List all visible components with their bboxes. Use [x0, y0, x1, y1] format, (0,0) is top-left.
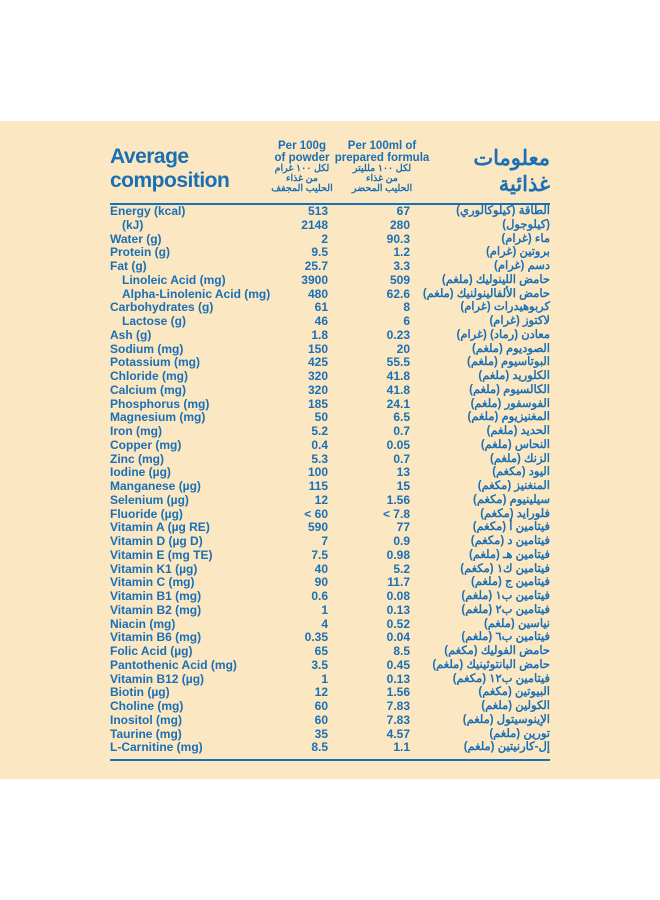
- value-per-100g: 25.7: [304, 259, 328, 273]
- nutrient-name-ar: بروتين (غرام): [485, 246, 550, 259]
- table-row: [110, 645, 550, 659]
- value-per-100ml: 6: [403, 314, 410, 328]
- nutrient-name-ar: البوتاسيوم (ملغم): [466, 356, 550, 369]
- nutrient-name-ar: فيتامين ب٦ (ملغم): [461, 631, 550, 644]
- value-per-100g: 4: [321, 616, 328, 631]
- value-per-100ml: 6.5: [393, 410, 410, 425]
- value-per-100g: 150: [307, 341, 328, 356]
- col1-ar-line3: الحليب المجفف: [271, 183, 333, 194]
- value-per-100ml: 1.2: [393, 245, 410, 260]
- title-en-line2: composition: [110, 169, 230, 192]
- value-per-100g: 1: [321, 602, 328, 617]
- value-per-100g: 100: [307, 465, 328, 480]
- nutrient-name-ar: الزنك (ملغم): [490, 452, 550, 465]
- nutrient-name-en: Zinc (mg): [110, 451, 164, 466]
- value-per-100ml: 280: [389, 217, 410, 232]
- nutrient-name-ar: اليود (مكغم): [492, 466, 550, 479]
- nutrient-name-en: Protein (g): [110, 245, 170, 260]
- nutrient-name-ar: لاكتوز (غرام): [489, 315, 550, 327]
- value-per-100ml: 11.7: [387, 575, 410, 590]
- value-per-100ml: 13: [396, 465, 410, 480]
- table-row: [110, 549, 550, 563]
- table-row: [110, 494, 550, 508]
- value-per-100g: 5.3: [311, 451, 328, 466]
- table-row: [110, 563, 550, 577]
- title-en-line1: Average: [110, 145, 189, 168]
- nutrient-name-ar: فيتامين هـ (ملغم): [469, 548, 550, 561]
- nutrient-name-en: Fat (g): [110, 259, 147, 273]
- table-row: [110, 604, 550, 618]
- nutrient-name-en: Iodine (µg): [110, 465, 171, 480]
- value-per-100g: 65: [314, 644, 328, 658]
- table-row: [110, 233, 550, 247]
- nutrient-name-ar: فيتامين ك١ (مكغم): [460, 562, 550, 575]
- value-per-100g: 35: [314, 726, 328, 741]
- nutrient-name-en: Alpha-Linolenic Acid (mg): [122, 286, 271, 301]
- value-per-100ml: 8.5: [393, 644, 410, 658]
- value-per-100g: 2148: [301, 217, 328, 232]
- nutrient-name-en: Biotin (µg): [110, 685, 170, 700]
- nutrient-name-ar: الكالسيوم (ملغم): [469, 383, 550, 396]
- col2-ar-line2: من غذاء: [365, 173, 399, 184]
- nutrient-name-en: Taurine (mg): [110, 726, 182, 741]
- nutrient-name-ar: حامض اللينوليك (ملغم): [441, 273, 550, 286]
- value-per-100ml: 0.7: [393, 451, 410, 466]
- table-row: [110, 714, 550, 728]
- nutrient-name-en: Vitamin C (mg): [110, 575, 195, 590]
- column-header-per-100ml: [332, 140, 432, 194]
- nutrient-name-ar: فيتامين د (مكغم): [470, 535, 550, 547]
- value-per-100ml: 41.8: [386, 369, 410, 383]
- value-per-100ml: 41.8: [386, 382, 410, 397]
- value-per-100ml: 1.56: [386, 492, 410, 507]
- nutrient-name-en: Potassium (mg): [110, 355, 201, 370]
- nutrient-name-en: Vitamin E (mg TE): [110, 547, 213, 562]
- nutrient-name-en: Vitamin D (µg D): [110, 534, 203, 548]
- col2-ar-line3: الحليب المحضر: [351, 183, 413, 194]
- value-per-100g: 0.6: [311, 589, 328, 603]
- value-per-100ml: 0.7: [393, 424, 410, 438]
- value-per-100g: 12: [314, 492, 328, 507]
- value-per-100ml: 77: [396, 520, 410, 535]
- value-per-100g: 5.2: [311, 424, 328, 438]
- table-row: [110, 260, 550, 274]
- table-row: [110, 728, 550, 742]
- table-row: [110, 439, 550, 453]
- nutrient-name-ar: سيلينيوم (مكغم): [473, 493, 550, 506]
- value-per-100g: 480: [307, 286, 328, 301]
- nutrient-name-en: Manganese (µg): [110, 479, 201, 493]
- table-row: [110, 673, 550, 687]
- nutrient-name-ar: المغنيزيوم (ملغم): [467, 411, 550, 424]
- table-row: [110, 425, 550, 439]
- nutrient-name-en: Sodium (mg): [110, 341, 184, 356]
- nutrient-name-en: Inositol (mg): [110, 712, 182, 727]
- nutrient-name-en: Phosphorus (mg): [110, 396, 210, 411]
- nutrient-name-ar: البيوتين (مكغم): [478, 686, 550, 699]
- nutrient-name-en: Energy (kcal): [110, 204, 186, 218]
- value-per-100ml: 1.1: [393, 740, 410, 755]
- nutrient-name-en: Ash (g): [110, 327, 152, 342]
- nutrient-name-ar: نياسين (ملغم): [483, 617, 550, 630]
- value-per-100ml: 67: [396, 204, 410, 218]
- nutrient-name-ar: الإينوسيتول (ملغم): [462, 713, 550, 726]
- table-row: [110, 205, 550, 219]
- table-row: [110, 480, 550, 494]
- nutrient-name-ar: ماء (غرام): [501, 232, 550, 245]
- nutrient-name-ar: فيتامين ب٢ (ملغم): [461, 603, 550, 616]
- value-per-100g: 60: [314, 699, 328, 713]
- nutrient-name-en: L-Carnitine (mg): [110, 740, 203, 755]
- nutrient-name-ar: فيتامين ب١ (ملغم): [461, 590, 550, 602]
- value-per-100g: 40: [314, 561, 328, 576]
- value-per-100ml: 15: [396, 479, 410, 493]
- nutrient-name-en: Pantothenic Acid (mg): [110, 657, 237, 672]
- nutrient-name-en: Water (g): [110, 231, 162, 246]
- value-per-100ml: 509: [389, 272, 410, 287]
- value-per-100ml: 8: [403, 300, 410, 315]
- value-per-100g: 3900: [301, 272, 328, 287]
- table-row: [110, 343, 550, 357]
- value-per-100g: 185: [307, 396, 328, 411]
- nutrient-name-en: Vitamin B1 (mg): [110, 589, 202, 603]
- nutrient-name-en: Fluoride (µg): [110, 506, 183, 521]
- nutrient-name-en: Iron (mg): [110, 424, 162, 438]
- value-per-100g: 8.5: [311, 740, 328, 755]
- value-per-100g: 590: [307, 520, 328, 535]
- value-per-100ml: 0.04: [386, 630, 410, 645]
- nutrient-name-ar: الكلوريد (ملغم): [478, 370, 550, 382]
- value-per-100g: 513: [307, 204, 328, 218]
- value-per-100ml: 7.83: [386, 699, 410, 713]
- table-header: [110, 140, 550, 208]
- table-row: [110, 535, 550, 549]
- value-per-100ml: 0.13: [386, 602, 410, 617]
- nutrient-name-ar: فيتامين ب١٢ (مكغم): [452, 672, 550, 685]
- value-per-100ml: 0.9: [393, 534, 410, 548]
- footer-divider: [110, 759, 550, 761]
- value-per-100g: 7: [321, 534, 328, 548]
- table-row: [110, 274, 550, 288]
- value-per-100ml: 55.5: [386, 355, 410, 370]
- value-per-100g: 115: [308, 479, 328, 493]
- col2-line1: Per 100ml of: [347, 140, 417, 152]
- table-row: [110, 301, 550, 315]
- table-row: [110, 370, 550, 384]
- nutrient-name-en: Vitamin B12 (µg): [110, 671, 205, 686]
- table-row: [110, 246, 550, 260]
- nutrient-name-ar: الكولين (ملغم): [481, 700, 550, 712]
- nutrient-name-en: Chloride (mg): [110, 369, 188, 383]
- nutrient-name-ar: الصوديوم (ملغم): [471, 342, 550, 355]
- value-per-100g: < 60: [304, 506, 328, 521]
- title-ar-line1: معلومات: [473, 147, 550, 170]
- nutrient-name-en: Vitamin B2 (mg): [110, 602, 202, 617]
- value-per-100g: 7.5: [311, 547, 328, 562]
- value-per-100ml: 0.05: [386, 437, 410, 452]
- title-ar-line2: غذائية: [498, 173, 550, 196]
- value-per-100g: 1.8: [311, 327, 328, 342]
- nutrient-name-ar: حامض البانتوثينيك (ملغم): [432, 658, 550, 671]
- nutrient-name-ar: الطاقة (كيلوكالوري): [456, 205, 550, 217]
- nutrient-name-en: (kJ): [122, 217, 144, 232]
- value-per-100ml: < 7.8: [382, 506, 410, 521]
- nutrient-name-ar: فيتامين ج (ملغم): [471, 576, 550, 589]
- table-row: [110, 329, 550, 343]
- value-per-100g: 46: [314, 314, 328, 328]
- nutrient-name-ar: كربوهيدرات (غرام): [460, 301, 550, 314]
- table-row: [110, 590, 550, 604]
- title-ar: [473, 146, 550, 198]
- nutrient-name-en: Choline (mg): [110, 699, 184, 713]
- nutrient-name-ar: الفوسفور (ملغم): [470, 397, 550, 410]
- table-row: [110, 618, 550, 632]
- table-row: [110, 288, 550, 302]
- nutrient-name-ar: الحديد (ملغم): [486, 425, 550, 437]
- value-per-100ml: 4.57: [386, 726, 410, 741]
- value-per-100ml: 3.3: [393, 259, 410, 273]
- col2-line2: prepared formula: [334, 152, 430, 164]
- nutrient-name-en: Lactose (g): [122, 314, 187, 328]
- table-row: [110, 686, 550, 700]
- nutrient-name-ar: تورين (ملغم): [489, 727, 550, 740]
- table-row: [110, 631, 550, 645]
- nutrient-name-en: Calcium (mg): [110, 382, 187, 397]
- value-per-100g: 2: [321, 231, 328, 246]
- nutrient-name-ar: حامض الألفالينولنيك (ملغم): [422, 287, 550, 300]
- nutrition-rows: [110, 205, 550, 755]
- value-per-100g: 320: [307, 369, 328, 383]
- value-per-100ml: 20: [396, 341, 410, 356]
- col1-ar-line2: من غذاء: [285, 173, 319, 184]
- value-per-100g: 0.4: [311, 437, 328, 452]
- value-per-100g: 320: [307, 382, 328, 397]
- value-per-100ml: 5.2: [393, 561, 410, 576]
- table-row: [110, 356, 550, 370]
- value-per-100g: 0.35: [304, 630, 328, 645]
- nutrient-name-en: Magnesium (mg): [110, 410, 206, 425]
- nutrient-name-ar: فلورايد (مكغم): [480, 507, 550, 520]
- table-row: [110, 521, 550, 535]
- nutrient-name-en: Vitamin B6 (mg): [110, 630, 202, 645]
- nutrient-name-ar: النحاس (ملغم): [480, 438, 550, 451]
- table-row: [110, 700, 550, 714]
- value-per-100g: 425: [307, 355, 328, 370]
- value-per-100ml: 0.13: [386, 671, 410, 686]
- nutrient-name-en: Niacin (mg): [110, 616, 176, 631]
- value-per-100g: 9.5: [311, 245, 328, 260]
- nutrient-name-en: Linoleic Acid (mg): [122, 272, 226, 287]
- value-per-100ml: 0.23: [386, 327, 410, 342]
- nutrient-name-ar: دسم (غرام): [494, 260, 550, 272]
- col2-ar-line1: لكل ١٠٠ ملليتر: [352, 163, 412, 174]
- nutrient-name-ar: إل-كارنيتين (ملغم): [463, 741, 550, 754]
- value-per-100ml: 0.98: [386, 547, 410, 562]
- nutrient-name-en: Selenium (µg): [110, 492, 189, 507]
- nutrient-name-en: Copper (mg): [110, 437, 182, 452]
- value-per-100ml: 90.3: [386, 231, 410, 246]
- nutrient-name-ar: معادن (رماد) (غرام): [456, 328, 550, 341]
- col1-line2: of powder: [274, 152, 330, 164]
- value-per-100g: 60: [314, 712, 328, 727]
- value-per-100ml: 7.83: [386, 712, 410, 727]
- value-per-100g: 61: [314, 300, 328, 315]
- col1-line1: Per 100g: [278, 140, 326, 152]
- value-per-100ml: 0.52: [386, 616, 410, 631]
- table-row: [110, 466, 550, 480]
- nutrient-name-ar: حامض الفوليك (مكغم): [444, 645, 550, 657]
- value-per-100ml: 24.1: [386, 396, 410, 411]
- value-per-100g: 12: [314, 685, 328, 700]
- value-per-100g: 3.5: [311, 657, 328, 672]
- nutrient-name-ar: المنغنيز (مكغم): [477, 480, 550, 492]
- table-row: [110, 741, 550, 755]
- table-row: [110, 411, 550, 425]
- value-per-100g: 90: [314, 575, 328, 590]
- table-row: [110, 219, 550, 233]
- column-header-per-100g: [268, 140, 336, 194]
- value-per-100ml: 62.6: [386, 286, 410, 301]
- table-row: [110, 315, 550, 329]
- table-row: [110, 384, 550, 398]
- nutrient-name-en: Carbohydrates (g): [110, 300, 214, 315]
- title-en: [110, 145, 229, 193]
- value-per-100ml: 1.56: [386, 685, 410, 700]
- table-row: [110, 508, 550, 522]
- nutrient-name-en: Vitamin A (µg RE): [110, 520, 210, 535]
- value-per-100ml: 0.45: [386, 657, 410, 672]
- nutrient-name-ar: فيتامين أ (مكغم): [472, 521, 550, 534]
- col1-ar-line1: لكل ١٠٠ غرام: [274, 163, 330, 174]
- value-per-100g: 50: [314, 410, 328, 425]
- nutrient-name-en: Vitamin K1 (µg): [110, 561, 198, 576]
- nutrient-name-en: Folic Acid (µg): [110, 644, 193, 658]
- table-row: [110, 659, 550, 673]
- value-per-100ml: 0.08: [386, 589, 410, 603]
- table-row: [110, 398, 550, 412]
- value-per-100g: 1: [321, 671, 328, 686]
- table-row: [110, 576, 550, 590]
- nutrient-name-ar: (كيلوجول): [502, 218, 550, 231]
- table-row: [110, 453, 550, 467]
